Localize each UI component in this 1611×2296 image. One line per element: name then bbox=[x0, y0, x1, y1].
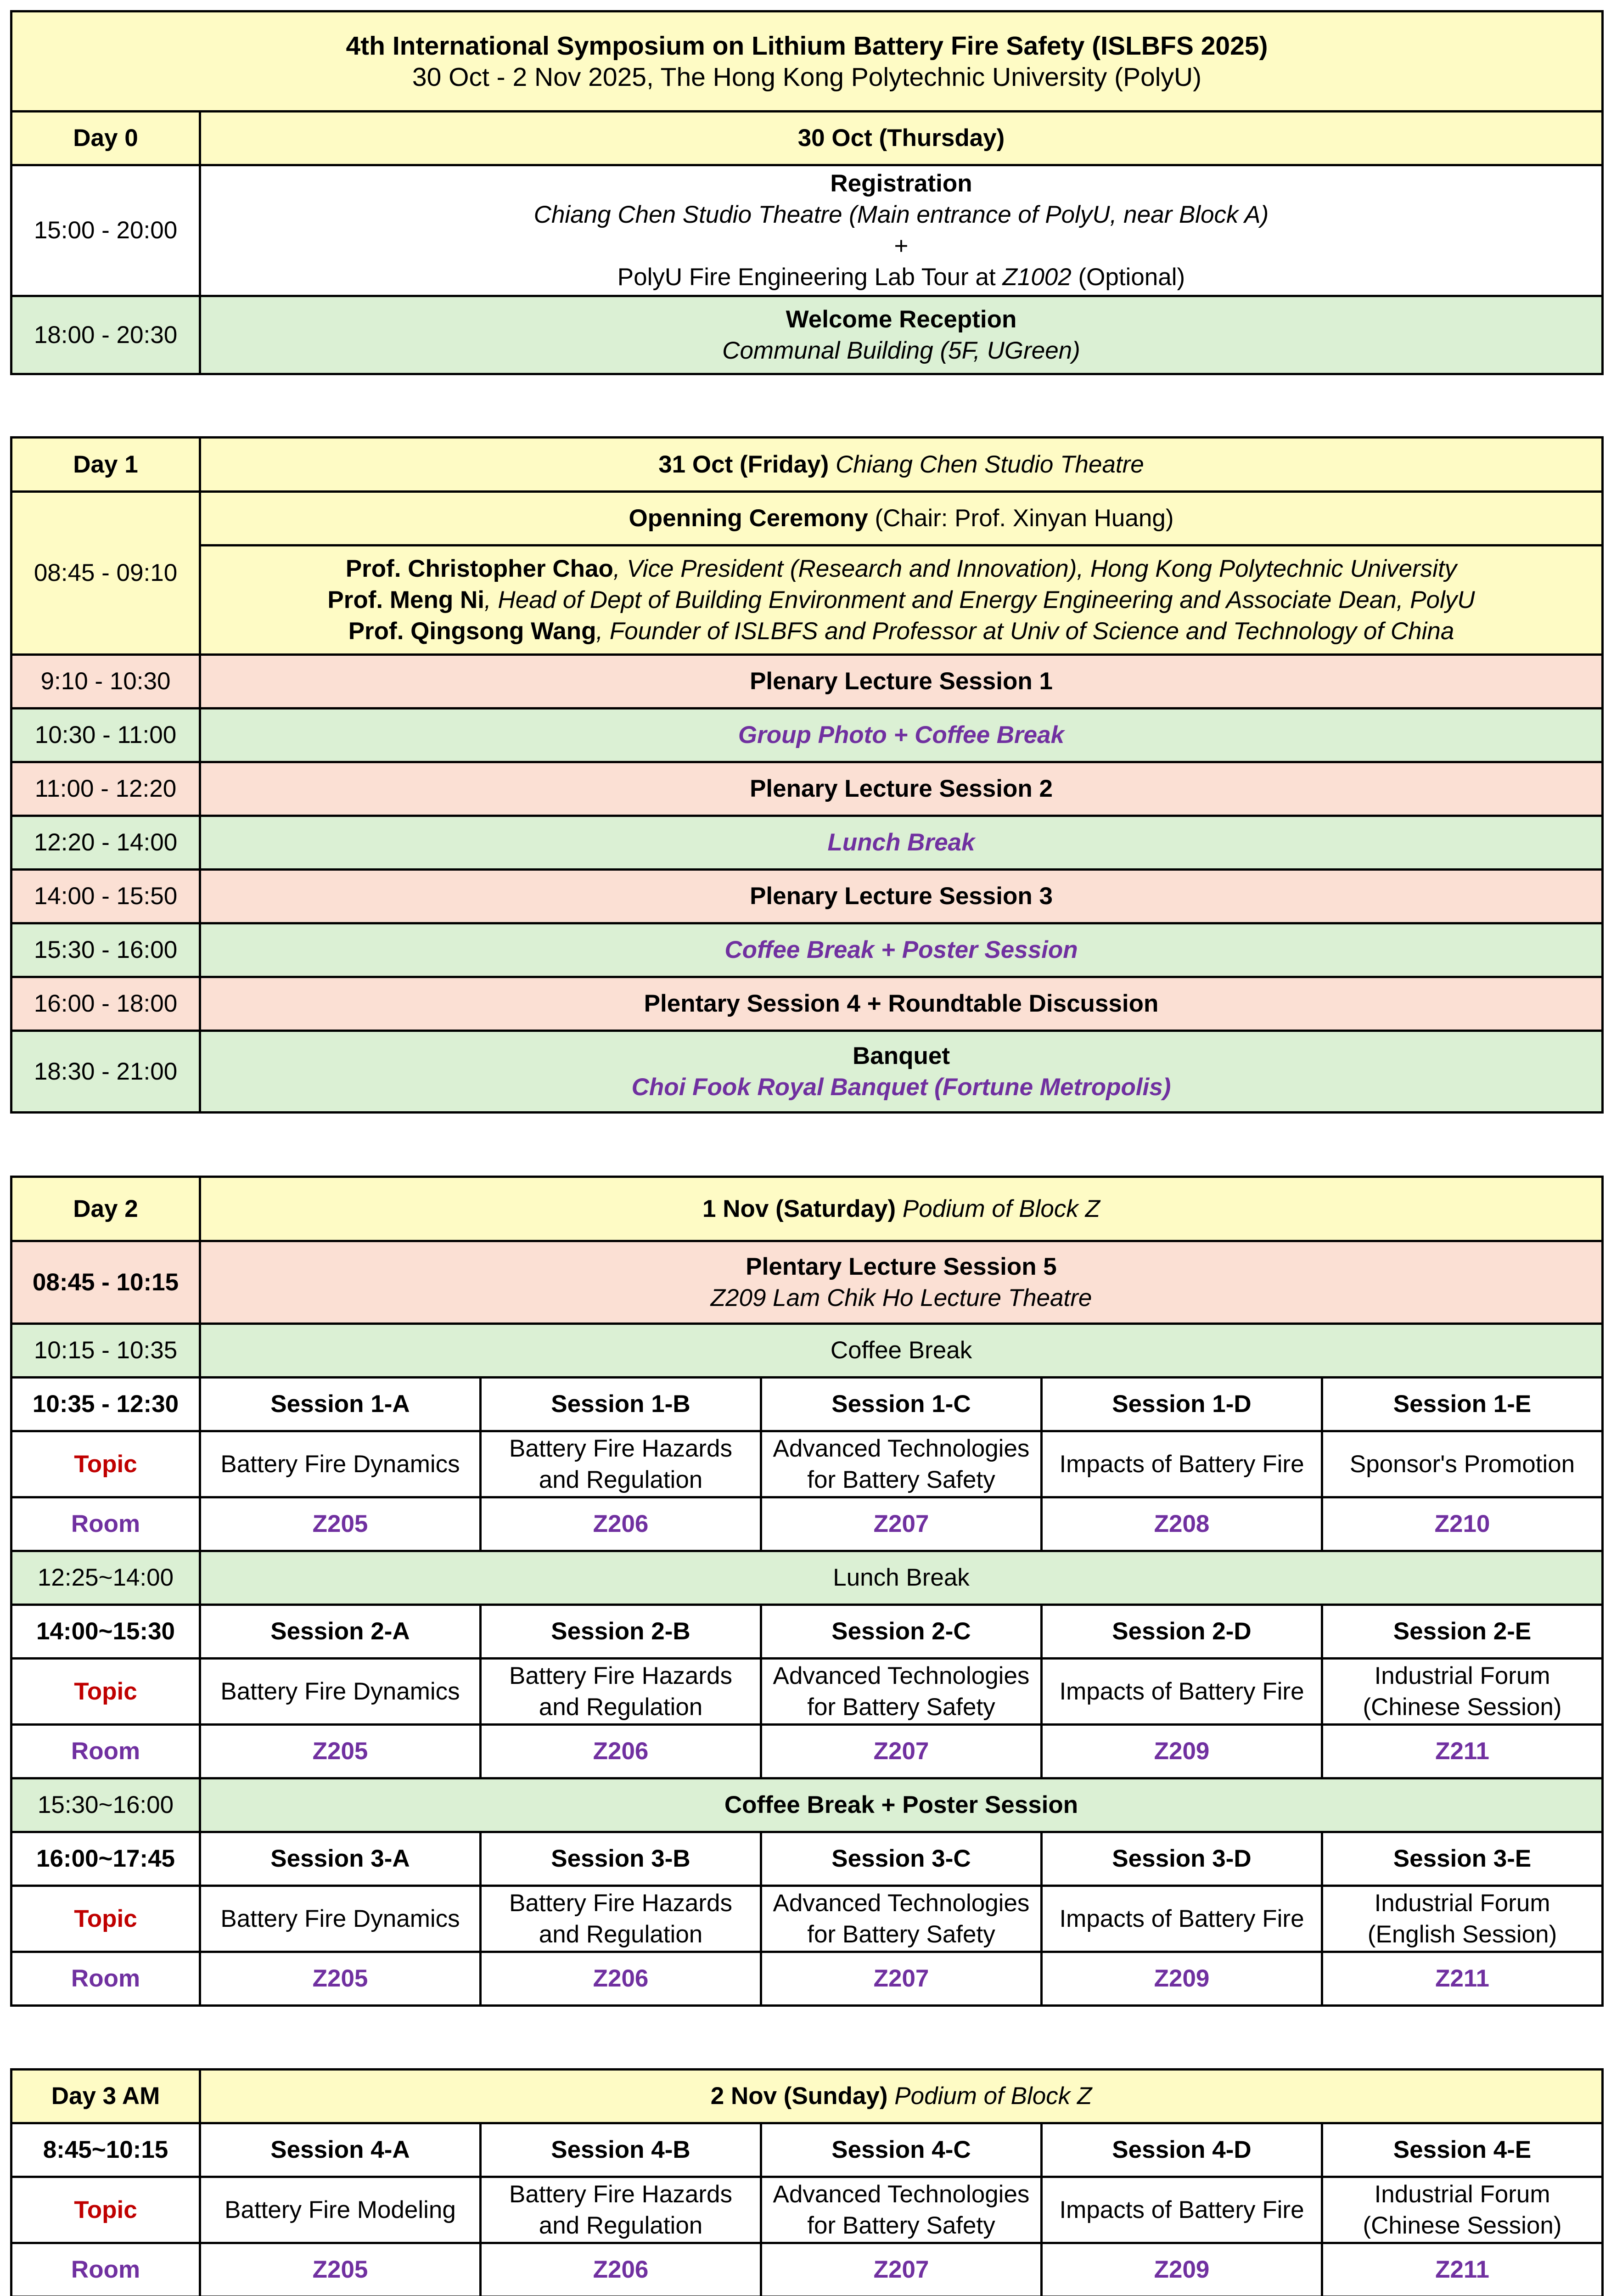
reception-cell bbox=[200, 296, 1603, 374]
topic-line: Impacts of Battery Fire bbox=[1059, 2196, 1304, 2223]
topic-line: for Battery Safety bbox=[807, 1693, 995, 1721]
lab-tour-text: PolyU Fire Engineering Lab Tour at bbox=[617, 264, 1003, 291]
topic-line: Advanced Technologies bbox=[773, 1889, 1030, 1917]
coffee1-time: 10:15 - 10:35 bbox=[11, 1324, 200, 1378]
room-4e: Z211 bbox=[1322, 2243, 1603, 2296]
day3-header bbox=[200, 2070, 1603, 2123]
topic-3b bbox=[481, 1886, 761, 1952]
session-4b: Session 4-B bbox=[481, 2123, 761, 2177]
room-label: Room bbox=[11, 1952, 200, 2006]
session-2b: Session 2-B bbox=[481, 1605, 761, 1659]
day3-label: Day 3 AM bbox=[11, 2070, 200, 2123]
ceremony-title: Openning Ceremony bbox=[629, 505, 868, 532]
day2-header bbox=[200, 1177, 1603, 1241]
topic-2d bbox=[1042, 1659, 1322, 1725]
room-3e: Z211 bbox=[1322, 1952, 1603, 2006]
topic-line: and Regulation bbox=[539, 1693, 703, 1721]
day1-header bbox=[200, 438, 1603, 492]
coffee-poster-event: Coffee Break + Poster Session bbox=[200, 923, 1603, 977]
room-4d: Z209 bbox=[1042, 2243, 1322, 2296]
topic-line: Battery Fire Dynamics bbox=[220, 1450, 460, 1478]
room-2d: Z209 bbox=[1042, 1725, 1322, 1778]
day3-table bbox=[10, 2068, 1604, 2296]
topic-1a bbox=[200, 1431, 481, 1497]
topic-line: Industrial Forum bbox=[1374, 1662, 1550, 1689]
symposium-header bbox=[11, 11, 1603, 112]
topic-line: Advanced Technologies bbox=[773, 2180, 1030, 2208]
topic-label: Topic bbox=[11, 1659, 200, 1725]
plenary5-time: 08:45 - 10:15 bbox=[11, 1241, 200, 1324]
plenary5-venue: Z209 Lam Chik Ho Lecture Theatre bbox=[710, 1284, 1092, 1311]
lab-tour-line bbox=[204, 262, 1599, 293]
topic-2c bbox=[761, 1659, 1042, 1725]
day1-table bbox=[10, 436, 1604, 1114]
room-3a: Z205 bbox=[200, 1952, 481, 2006]
topic-label: Topic bbox=[11, 1886, 200, 1952]
block1-time: 10:35 - 12:30 bbox=[11, 1378, 200, 1431]
speaker-role: , Vice President (Research and Innovation), Hong Kong Polytechnic University bbox=[613, 555, 1457, 582]
session-2e: Session 2-E bbox=[1322, 1605, 1603, 1659]
topic-4d bbox=[1042, 2177, 1322, 2243]
group-photo-time: 10:30 - 11:00 bbox=[11, 709, 200, 762]
ceremony-header bbox=[200, 492, 1603, 546]
room-1a: Z205 bbox=[200, 1497, 481, 1551]
room-label: Room bbox=[11, 1725, 200, 1778]
registration-title: Registration bbox=[830, 170, 972, 197]
room-1d: Z208 bbox=[1042, 1497, 1322, 1551]
room-1b: Z206 bbox=[481, 1497, 761, 1551]
topic-line: Impacts of Battery Fire bbox=[1059, 1450, 1304, 1478]
topic-3a bbox=[200, 1886, 481, 1952]
topic-line: Battery Fire Hazards bbox=[509, 1889, 732, 1917]
day0-label: Day 0 bbox=[11, 112, 200, 165]
day1-venue: Chiang Chen Studio Theatre bbox=[829, 450, 1144, 478]
lab-tour-optional: (Optional) bbox=[1071, 264, 1185, 291]
registration-plus: + bbox=[894, 232, 909, 259]
day3-date: 2 Nov (Sunday) bbox=[710, 2082, 888, 2110]
topic-line: (English Session) bbox=[1367, 1920, 1557, 1948]
speaker-name: Prof. Meng Ni bbox=[327, 586, 484, 613]
registration-cell bbox=[200, 165, 1603, 296]
registration-venue: Chiang Chen Studio Theatre (Main entrance of PolyU, near Block A) bbox=[533, 201, 1269, 228]
banquet-cell bbox=[200, 1031, 1603, 1113]
room-4b: Z206 bbox=[481, 2243, 761, 2296]
ceremony-chair: (Chair: Prof. Xinyan Huang) bbox=[868, 505, 1174, 532]
plenary1-time: 9:10 - 10:30 bbox=[11, 655, 200, 709]
topic-line: and Regulation bbox=[539, 1920, 703, 1948]
topic-line: Advanced Technologies bbox=[773, 1435, 1030, 1462]
ceremony-speakers bbox=[200, 546, 1603, 655]
topic-line: (Chinese Session) bbox=[1363, 2212, 1562, 2239]
day0-date: 30 Oct (Thursday) bbox=[200, 112, 1603, 165]
topic-4a bbox=[200, 2177, 481, 2243]
plenary5-cell bbox=[200, 1241, 1603, 1324]
session-3a: Session 3-A bbox=[200, 1832, 481, 1886]
symposium-title: 4th International Symposium on Lithium Battery Fire Safety (ISLBFS 2025) bbox=[346, 31, 1268, 61]
reception-title: Welcome Reception bbox=[786, 305, 1017, 333]
plenary5-title: Plentary Lecture Session 5 bbox=[746, 1253, 1057, 1280]
room-1c: Z207 bbox=[761, 1497, 1042, 1551]
session-1d: Session 1-D bbox=[1042, 1378, 1322, 1431]
room-3d: Z209 bbox=[1042, 1952, 1322, 2006]
topic-1e bbox=[1322, 1431, 1603, 1497]
topic-line: Battery Fire Hazards bbox=[509, 1435, 732, 1462]
coffee2-event: Coffee Break + Poster Session bbox=[200, 1778, 1603, 1832]
room-label: Room bbox=[11, 2243, 200, 2296]
session-4d: Session 4-D bbox=[1042, 2123, 1322, 2177]
banquet-time: 18:30 - 21:00 bbox=[11, 1031, 200, 1113]
speaker-line bbox=[204, 585, 1599, 616]
topic-2e bbox=[1322, 1659, 1603, 1725]
topic-4b bbox=[481, 2177, 761, 2243]
lunch-time: 12:20 - 14:00 bbox=[11, 816, 200, 870]
room-1e: Z210 bbox=[1322, 1497, 1603, 1551]
lab-tour-room: Z1002 bbox=[1002, 264, 1072, 291]
topic-line: Impacts of Battery Fire bbox=[1059, 1905, 1304, 1932]
topic-1d bbox=[1042, 1431, 1322, 1497]
session-3d: Session 3-D bbox=[1042, 1832, 1322, 1886]
session-3e: Session 3-E bbox=[1322, 1832, 1603, 1886]
room-4a: Z205 bbox=[200, 2243, 481, 2296]
topic-2b bbox=[481, 1659, 761, 1725]
banquet-venue: Choi Fook Royal Banquet (Fortune Metropolis) bbox=[631, 1073, 1171, 1101]
topic-2a bbox=[200, 1659, 481, 1725]
speaker-role: , Founder of ISLBFS and Professor at Univ of Science and Technology of China bbox=[596, 617, 1454, 645]
topic-4e bbox=[1322, 2177, 1603, 2243]
topic-3e bbox=[1322, 1886, 1603, 1952]
speaker-name: Prof. Qingsong Wang bbox=[348, 617, 596, 645]
session-2a: Session 2-A bbox=[200, 1605, 481, 1659]
ceremony-time: 08:45 - 09:10 bbox=[11, 492, 200, 655]
plenary3-event: Plenary Lecture Session 3 bbox=[200, 870, 1603, 923]
session-3b: Session 3-B bbox=[481, 1832, 761, 1886]
topic-3d bbox=[1042, 1886, 1322, 1952]
topic-line: Sponsor's Promotion bbox=[1349, 1450, 1575, 1478]
topic-line: Industrial Forum bbox=[1374, 2180, 1550, 2208]
session-2d: Session 2-D bbox=[1042, 1605, 1322, 1659]
coffee2-time: 15:30~16:00 bbox=[11, 1778, 200, 1832]
topic-line: for Battery Safety bbox=[807, 1466, 995, 1493]
topic-1b bbox=[481, 1431, 761, 1497]
topic-line: Battery Fire Hazards bbox=[509, 2180, 732, 2208]
reception-time: 18:00 - 20:30 bbox=[11, 296, 200, 374]
session-2c: Session 2-C bbox=[761, 1605, 1042, 1659]
session-1a: Session 1-A bbox=[200, 1378, 481, 1431]
topic-line: Battery Fire Dynamics bbox=[220, 1677, 460, 1705]
room-2c: Z207 bbox=[761, 1725, 1042, 1778]
topic-line: Battery Fire Hazards bbox=[509, 1662, 732, 1689]
registration-time: 15:00 - 20:00 bbox=[11, 165, 200, 296]
room-3b: Z206 bbox=[481, 1952, 761, 2006]
day0-table bbox=[10, 10, 1604, 375]
speaker-name: Prof. Christopher Chao bbox=[345, 555, 613, 582]
topic-1c bbox=[761, 1431, 1042, 1497]
topic-line: for Battery Safety bbox=[807, 2212, 995, 2239]
day2-date: 1 Nov (Saturday) bbox=[702, 1195, 896, 1222]
day3-venue: Podium of Block Z bbox=[887, 2082, 1092, 2110]
topic-line: Impacts of Battery Fire bbox=[1059, 1677, 1304, 1705]
day1-date: 31 Oct (Friday) bbox=[658, 450, 829, 478]
plenary3-time: 14:00 - 15:50 bbox=[11, 870, 200, 923]
lunch2-event: Lunch Break bbox=[200, 1551, 1603, 1605]
speaker-line bbox=[204, 616, 1599, 647]
block4-time: 8:45~10:15 bbox=[11, 2123, 200, 2177]
day1-label: Day 1 bbox=[11, 438, 200, 492]
topic-4c bbox=[761, 2177, 1042, 2243]
block2-time: 14:00~15:30 bbox=[11, 1605, 200, 1659]
lunch2-time: 12:25~14:00 bbox=[11, 1551, 200, 1605]
topic-label: Topic bbox=[11, 2177, 200, 2243]
session-1e: Session 1-E bbox=[1322, 1378, 1603, 1431]
plenary2-time: 11:00 - 12:20 bbox=[11, 762, 200, 816]
session-1c: Session 1-C bbox=[761, 1378, 1042, 1431]
session-4c: Session 4-C bbox=[761, 2123, 1042, 2177]
symposium-subtitle: 30 Oct - 2 Nov 2025, The Hong Kong Polytechnic University (PolyU) bbox=[412, 62, 1202, 92]
topic-line: and Regulation bbox=[539, 1466, 703, 1493]
topic-line: for Battery Safety bbox=[807, 1920, 995, 1948]
day2-venue: Podium of Block Z bbox=[896, 1195, 1100, 1222]
plenary2-event: Plenary Lecture Session 2 bbox=[200, 762, 1603, 816]
speaker-line bbox=[204, 553, 1599, 585]
topic-3c bbox=[761, 1886, 1042, 1952]
topic-line: Battery Fire Dynamics bbox=[220, 1905, 460, 1932]
speaker-role: , Head of Dept of Building Environment and Energy Engineering and Associate Dean, PolyU bbox=[484, 586, 1475, 613]
room-label: Room bbox=[11, 1497, 200, 1551]
session-3c: Session 3-C bbox=[761, 1832, 1042, 1886]
topic-line: Industrial Forum bbox=[1374, 1889, 1550, 1917]
session-1b: Session 1-B bbox=[481, 1378, 761, 1431]
reception-venue: Communal Building (5F, UGreen) bbox=[722, 337, 1080, 364]
banquet-title: Banquet bbox=[853, 1042, 950, 1069]
coffee-poster-time: 15:30 - 16:00 bbox=[11, 923, 200, 977]
topic-line: (Chinese Session) bbox=[1363, 1693, 1562, 1721]
room-2a: Z205 bbox=[200, 1725, 481, 1778]
topic-line: Battery Fire Modeling bbox=[225, 2196, 456, 2223]
topic-label: Topic bbox=[11, 1431, 200, 1497]
plenary4-event: Plentary Session 4 + Roundtable Discussion bbox=[200, 977, 1603, 1031]
session-4a: Session 4-A bbox=[200, 2123, 481, 2177]
group-photo-event: Group Photo + Coffee Break bbox=[200, 709, 1603, 762]
day2-label: Day 2 bbox=[11, 1177, 200, 1241]
day2-table bbox=[10, 1176, 1604, 2007]
block3-time: 16:00~17:45 bbox=[11, 1832, 200, 1886]
room-4c: Z207 bbox=[761, 2243, 1042, 2296]
room-3c: Z207 bbox=[761, 1952, 1042, 2006]
topic-line: and Regulation bbox=[539, 2212, 703, 2239]
coffee1-event: Coffee Break bbox=[200, 1324, 1603, 1378]
topic-line: Advanced Technologies bbox=[773, 1662, 1030, 1689]
room-2b: Z206 bbox=[481, 1725, 761, 1778]
session-4e: Session 4-E bbox=[1322, 2123, 1603, 2177]
plenary4-time: 16:00 - 18:00 bbox=[11, 977, 200, 1031]
plenary1-event: Plenary Lecture Session 1 bbox=[200, 655, 1603, 709]
lunch-event: Lunch Break bbox=[200, 816, 1603, 870]
room-2e: Z211 bbox=[1322, 1725, 1603, 1778]
